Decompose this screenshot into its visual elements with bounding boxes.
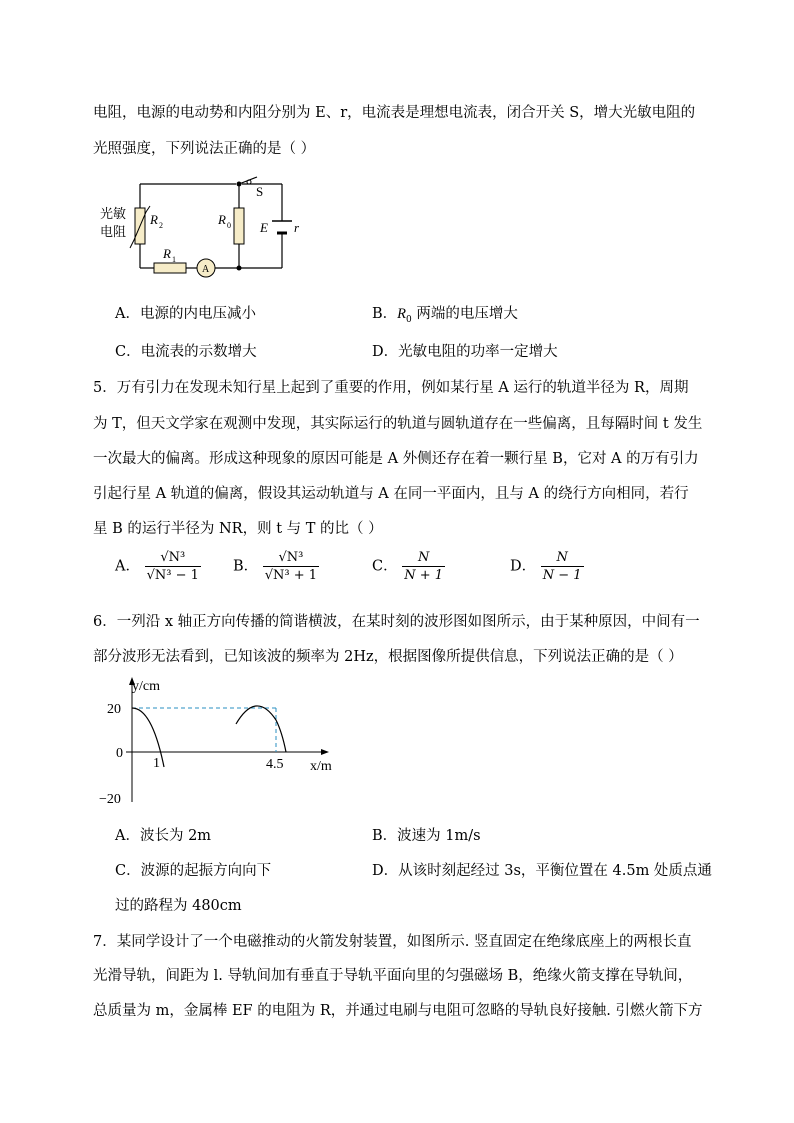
q4-option-b: B．$R_0$ 两端的电压增大 — [372, 306, 518, 325]
y-tick-20: 20 — [107, 702, 121, 717]
q4-option-c: C．电流表的示数增大 — [115, 344, 257, 360]
y-tick-0: 0 — [116, 746, 123, 761]
circuit-diagram — [96, 170, 316, 280]
q6-option-a: A．波长为 2m — [115, 828, 212, 844]
q7-text-line-3: 总质量为 m，金属棒 EF 的电阻为 R，并通过电刷与电阻可忽略的导轨良好接触. 引燃火箭下方 — [93, 1003, 703, 1019]
x-tick-4-5: 4.5 — [266, 757, 284, 772]
r1-subscript: 1 — [172, 255, 176, 264]
ammeter-label: A — [202, 264, 210, 275]
r2-label: R — [150, 212, 158, 227]
q4-text-line-2: 光照强度，下列说法正确的是（ ） — [93, 141, 316, 157]
q5-text-line-3: 一次最大的偏离。形成这种现象的原因可能是 A 外侧还存在着一颗行星 B，它对 A 的万有引力 — [93, 451, 699, 467]
q5-option-a: A． $\frac{\text{√N³}}{\text{√N³ − 1}}$ — [115, 550, 199, 583]
q7-text-line-1: 7．某同学设计了一个电磁推动的火箭发射装置，如图所示. 竖直固定在绝缘底座上的两根长直 — [93, 934, 692, 950]
photoresistor-label-2: 电阻 — [100, 224, 127, 239]
x-axis-label: x/m — [310, 759, 332, 774]
q5-option-b: B． $\frac{\text{√N³}}{\text{√N³ + 1}}$ — [233, 550, 318, 583]
q6-option-c: C．波源的起振方向向下 — [115, 863, 272, 879]
q5-option-c: C． $\frac{N}{N + 1}$ — [372, 550, 444, 583]
emf-label: E — [260, 220, 268, 235]
q4-text-line-1: 电阻，电源的电动势和内阻分别为 E、r，电流表是理想电流表，闭合开关 S，增大光敏电阻的 — [93, 105, 696, 121]
q4-option-a: A．电源的内电压减小 — [115, 306, 256, 322]
r0-label: R — [218, 212, 226, 227]
switch-label: S — [256, 184, 264, 199]
q5-option-d: D． $\frac{N}{N - 1}$ — [510, 550, 582, 583]
photoresistor-label-1: 光敏 — [100, 206, 127, 221]
q5-text-line-1: 5．万有引力在发现未知行星上起到了重要的作用，例如某行星 A 运行的轨道半径为 R，周期 — [93, 380, 689, 396]
q7-text-line-2: 光滑导轨，间距为 l. 导轨间加有垂直于导轨平面向里的匀强磁场 B，绝缘火箭支撑在导轨间， — [93, 968, 693, 984]
q6-option-d-line-2: 过的路程为 480cm — [115, 898, 242, 914]
q4-option-d: D．光敏电阻的功率一定增大 — [372, 344, 558, 360]
wave-graph — [96, 672, 346, 812]
q6-text-line-2: 部分波形无法看到，已知该波的频率为 2Hz，根据图像所提供信息，下列说法正确的是（ ） — [93, 649, 683, 665]
r0-subscript: 0 — [227, 221, 231, 230]
internal-resistance-label: r — [294, 220, 300, 235]
q5-text-line-2: 为 T，但天文学家在观测中发现，其实际运行的轨道与圆轨道存在一些偏离，且每隔时间 t 发生 — [93, 416, 703, 432]
y-tick-minus-20: −20 — [99, 792, 121, 807]
r1-label: R — [163, 246, 171, 261]
q6-text-line-1: 6．一列沿 x 轴正方向传播的简谐横波，在某时刻的波形图如图所示，由于某种原因，中间有一 — [93, 614, 700, 630]
q5-text-line-4: 引起行星 A 轨道的偏离，假设其运动轨道与 A 在同一平面内，且与 A 的绕行方向相同，若行 — [93, 486, 689, 502]
q5-text-line-5: 星 B 的运行半径为 NR，则 t 与 T 的比（ ） — [93, 521, 383, 537]
x-tick-1: 1 — [153, 756, 160, 771]
r2-subscript: 2 — [159, 221, 163, 230]
q6-option-d-line-1: D．从该时刻起经过 3s，平衡位置在 4.5m 处质点通 — [372, 863, 712, 879]
q6-option-b: B．波速为 1m/s — [372, 828, 481, 844]
y-axis-label: y/cm — [132, 679, 160, 694]
